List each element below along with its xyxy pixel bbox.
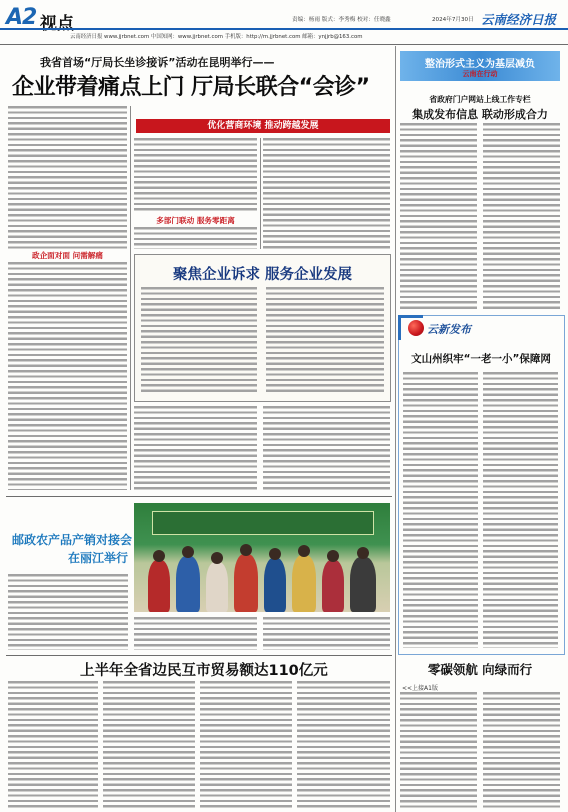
paper-name: 云南经济日报 xyxy=(481,12,557,27)
sidebar-headline: 集成发布信息 联动形成合力 xyxy=(412,108,548,121)
photo-person-head xyxy=(182,546,194,558)
photo-person xyxy=(264,558,286,612)
lead-red-banner: 优化营商环境 推动跨越发展 xyxy=(136,119,390,133)
continued-from-label: <<上接A1版 xyxy=(402,685,438,692)
photo-person xyxy=(148,560,170,612)
masthead-bottom-rule xyxy=(0,44,568,45)
photo-person-head xyxy=(327,550,339,562)
campaign-banner-subtitle: 云南在行动 xyxy=(462,70,498,78)
sidebar-body-col1 xyxy=(400,123,477,309)
postal-body xyxy=(8,574,128,650)
lead-body-col1-top xyxy=(8,106,127,249)
column-divider xyxy=(260,138,261,249)
campaign-banner xyxy=(400,51,560,81)
commentary-body-col1 xyxy=(141,287,257,395)
campaign-banner-title: 整治形式主义为基层减负 xyxy=(425,59,535,70)
lead-body-col3-bottom xyxy=(263,406,390,490)
trade-headline: 上半年全省边民互市贸易额达110亿元 xyxy=(80,663,328,679)
photo-person-head xyxy=(153,550,165,562)
photo-person xyxy=(176,556,200,612)
section-rule xyxy=(6,655,392,656)
photo-person-head xyxy=(298,545,310,557)
postal-headline-line2: 在丽江举行 xyxy=(67,551,128,565)
postal-body-col3 xyxy=(263,617,390,650)
photo-person-head xyxy=(240,544,252,556)
section-name: 视点 xyxy=(40,14,74,34)
commentary-title: 聚焦企业诉求 服务企业发展 xyxy=(172,267,353,283)
photo-person-head xyxy=(269,548,281,560)
lead-subhead-2: 多部门联动 服务零距离 xyxy=(156,216,235,225)
commentary-body-col2 xyxy=(266,287,384,395)
section-rule xyxy=(6,496,392,497)
photo-person xyxy=(350,557,376,612)
editors-credit: 责编：杨雨 版式：李秀梅 校对：任晓鑫 xyxy=(292,17,391,23)
column-divider xyxy=(130,106,131,490)
photo-person xyxy=(322,560,344,612)
lead-subhead-1: 政企面对面 问需解痛 xyxy=(32,251,103,260)
postal-body-col2 xyxy=(134,617,257,650)
photo-backdrop-banner xyxy=(152,511,374,535)
lead-body-col2-mid xyxy=(134,227,257,249)
zero-carbon-headline: 零碳领航 向绿而行 xyxy=(427,662,533,677)
lead-body-col3-top xyxy=(263,138,390,249)
photo-person xyxy=(234,554,258,612)
featured-badge: 云新发布 xyxy=(427,323,471,336)
trade-body-col4 xyxy=(297,681,390,808)
page-number: A2 xyxy=(6,5,37,30)
photo-person-head xyxy=(211,552,223,564)
lead-kicker: 我省首场“厅局长坐诊接诉”活动在昆明举行—— xyxy=(40,56,275,69)
zero-carbon-body-col2 xyxy=(483,692,560,808)
event-photo xyxy=(134,503,390,612)
zero-carbon-body-col1 xyxy=(400,692,477,808)
featured-body-col2 xyxy=(483,372,558,648)
lead-headline: 企业带着痛点上门 厅局长联合“会诊” xyxy=(12,75,370,100)
page-column-divider xyxy=(395,46,396,812)
featured-body-col1 xyxy=(403,372,478,648)
issue-date: 2024年7月30日 xyxy=(432,17,474,23)
lead-body-col2-top xyxy=(134,138,257,213)
trade-body-col1 xyxy=(8,681,98,808)
masthead-rule xyxy=(0,28,568,30)
photo-person-head xyxy=(357,547,369,559)
commentary-box xyxy=(134,254,391,402)
trade-body-col3 xyxy=(200,681,292,808)
featured-headline: 文山州织牢“一老一小”保障网 xyxy=(411,353,551,365)
cloud-logo-icon xyxy=(408,320,424,336)
postal-headline-line1: 邮政农产品产销对接会 xyxy=(12,533,133,547)
sidebar-kicker: 省政府门户网站上线工作专栏 xyxy=(429,95,531,104)
lead-body-col1-bottom xyxy=(8,262,127,490)
lead-body-col2-bottom xyxy=(134,406,257,490)
trade-body-col2 xyxy=(103,681,195,808)
photo-person xyxy=(292,555,316,612)
sidebar-body-col2 xyxy=(483,123,560,309)
photo-person xyxy=(206,562,228,612)
contact-line: 云南经济日报 www.jjrbnet.com 中国知网：www.jjrbnet.com 手机版：http://m.jjrbnet.com 邮箱：ynjjrb@163.com xyxy=(70,34,363,40)
